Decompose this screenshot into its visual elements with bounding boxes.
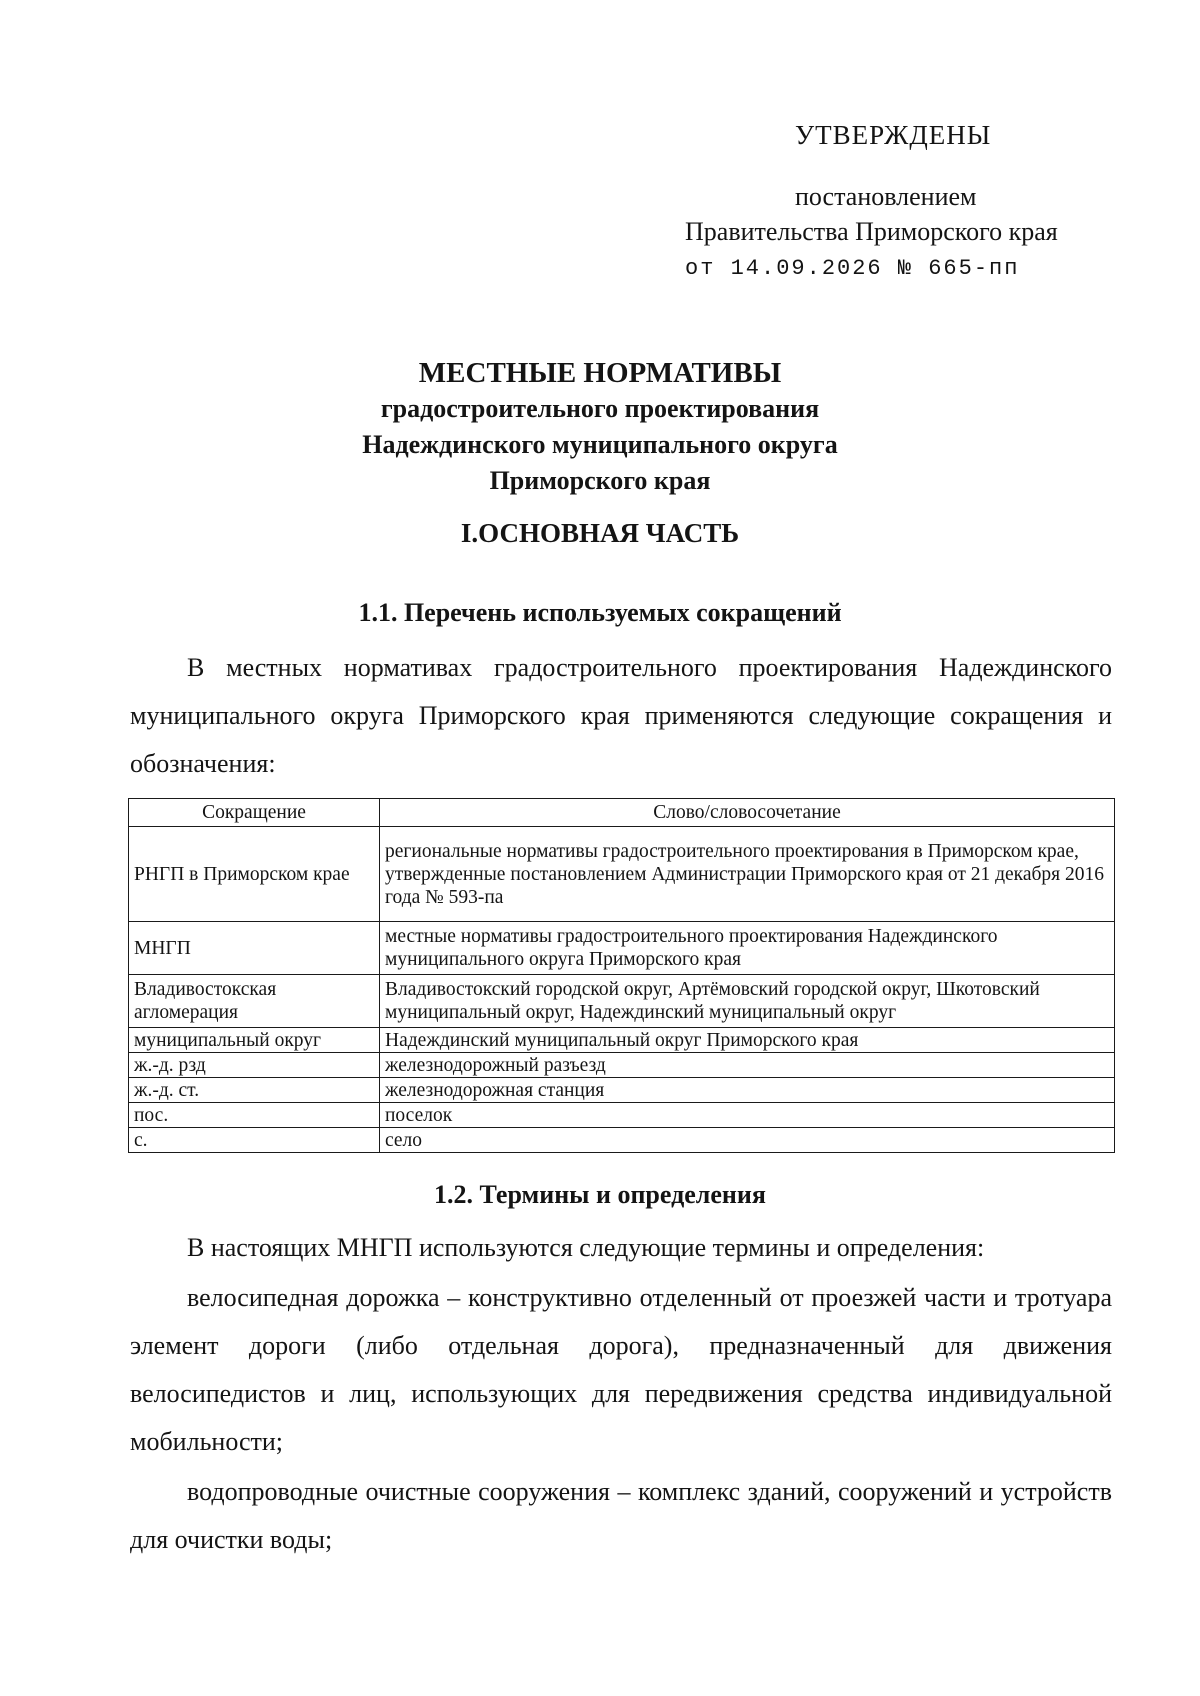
table-cell-abbreviation: Владивостокская агломерация <box>129 975 380 1028</box>
table-header-row <box>129 799 1115 827</box>
part-heading: I.ОСНОВНАЯ ЧАСТЬ <box>460 518 740 548</box>
abbreviations-table <box>128 798 1115 1153</box>
decree-date-number: от 14.09.2026 № 665-пп <box>685 256 1020 281</box>
table-cell-abbreviation: ж.-д. ст. <box>129 1078 380 1103</box>
table-row <box>129 1128 1115 1153</box>
table-cell-meaning: железнодорожная станция <box>380 1078 1115 1103</box>
approval-line-authority: Правительства Приморского края <box>685 217 1058 246</box>
table-cell-meaning: региональные нормативы градостроительного проектирования в Приморском крае, утвержденные постановлением Администрации Приморского края от 21 декабря 2016 года № 593-па <box>380 827 1115 922</box>
table-row <box>129 827 1115 922</box>
title-line-1: МЕСТНЫЕ НОРМАТИВЫ <box>418 357 782 389</box>
section-1-2-heading: 1.2. Термины и определения <box>434 1180 766 1209</box>
table-header-abbreviation: Сокращение <box>129 799 380 827</box>
table-cell-abbreviation: МНГП <box>129 922 380 975</box>
table-cell-abbreviation: пос. <box>129 1103 380 1128</box>
table-row <box>129 1053 1115 1078</box>
section-1-1-intro: В местных нормативах градостроительного проектирования Надеждинского муниципального округа Приморского края применяются следующие сокращения и обозначения: <box>130 653 1112 778</box>
table-cell-meaning: Надеждинский муниципальный округ Приморского края <box>380 1028 1115 1053</box>
table-cell-abbreviation: РНГП в Приморском крае <box>129 827 380 922</box>
table-cell-abbreviation: ж.-д. рзд <box>129 1053 380 1078</box>
table-cell-meaning: Владивостокский городской округ, Артёмовский городской округ, Шкотовский муниципальный округ, Надеждинский муниципальный округ <box>380 975 1115 1028</box>
table-row <box>129 975 1115 1028</box>
document-title <box>0 355 1200 499</box>
table-cell-meaning: поселок <box>380 1103 1115 1128</box>
approval-line-decree-type: постановлением <box>795 182 977 211</box>
title-line-4: Приморского края <box>489 466 711 495</box>
title-line-3: Надеждинского муниципального округа <box>362 430 838 459</box>
section-1-1-heading: 1.1. Перечень используемых сокращений <box>358 598 842 627</box>
table-cell-meaning: железнодорожный разъезд <box>380 1053 1115 1078</box>
table-row <box>129 1028 1115 1053</box>
section-1-2-intro: В настоящих МНГП используются следующие термины и определения: <box>187 1233 985 1262</box>
table-cell-meaning: село <box>380 1128 1115 1153</box>
table-cell-meaning: местные нормативы градостроительного проектирования Надеждинского муниципального округа Приморского края <box>380 922 1115 975</box>
table-cell-abbreviation: с. <box>129 1128 380 1153</box>
title-line-2: градостроительного проектирования <box>380 394 820 423</box>
term-water-treatment: водопроводные очистные сооружения – комплекс зданий, сооружений и устройств для очистки воды; <box>130 1477 1112 1554</box>
approved-label: УТВЕРЖДЕНЫ <box>795 120 992 150</box>
table-row <box>129 922 1115 975</box>
term-bicycle-path: велосипедная дорожка – конструктивно отделенный от проезжей части и тротуара элемент дороги (либо отдельная дорога), предназначенный для движения велосипедистов и лиц, использующих для передвижения средства индивидуальной мобильности; <box>130 1283 1112 1456</box>
table-header-meaning: Слово/словосочетание <box>380 799 1115 827</box>
table-row <box>129 1078 1115 1103</box>
table-cell-abbreviation: муниципальный округ <box>129 1028 380 1053</box>
table-row <box>129 1103 1115 1128</box>
